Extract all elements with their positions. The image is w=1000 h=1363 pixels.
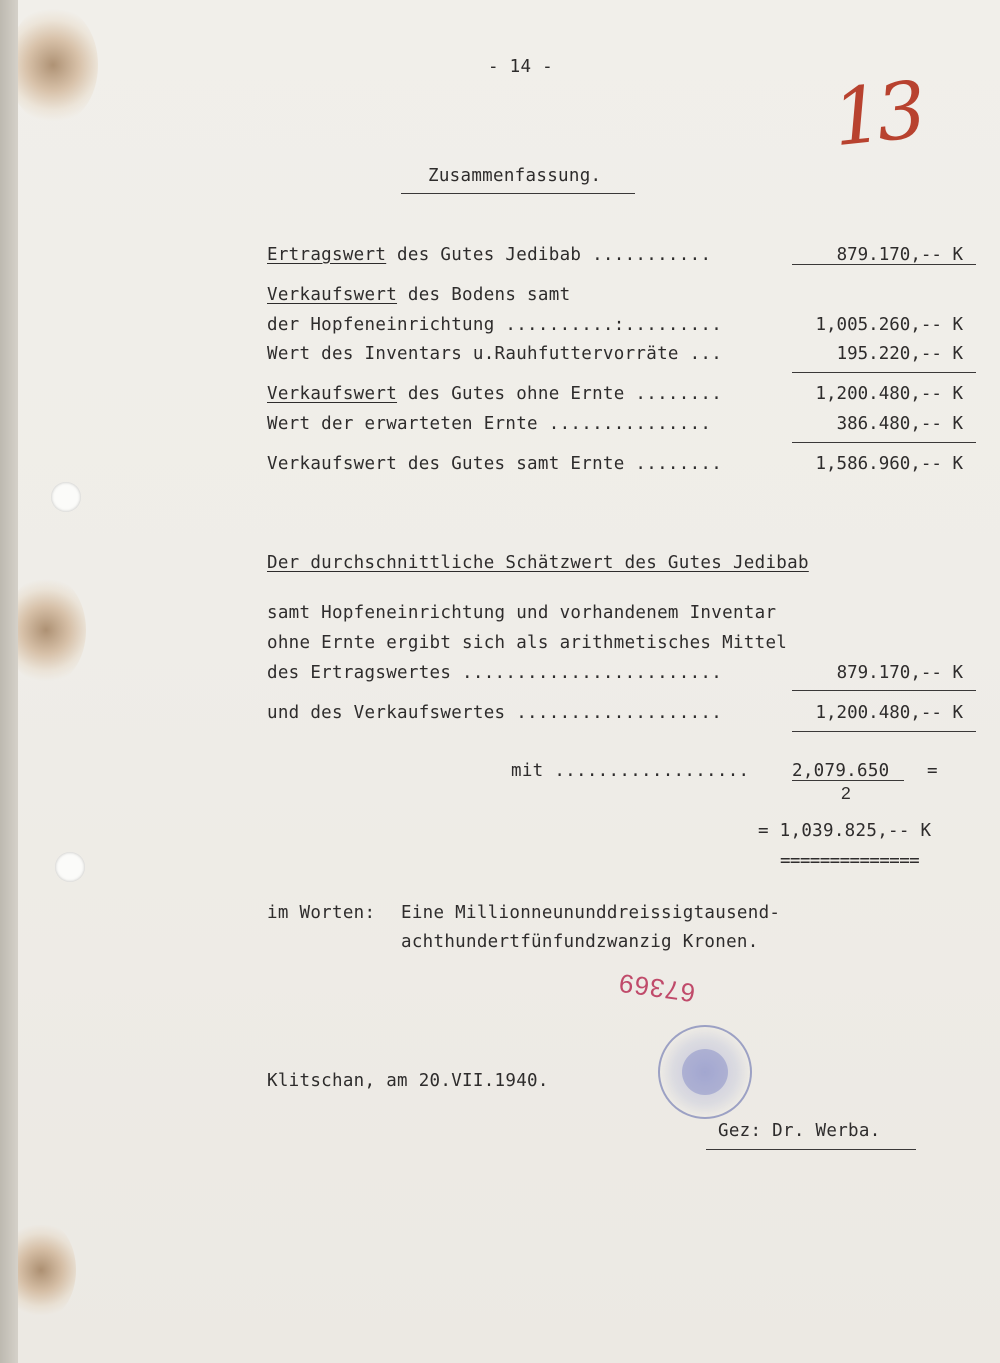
amount-verkaufswert-2: 1,200.480,-- K — [815, 703, 963, 723]
amount-ohne-ernte: 1,200.480,-- K — [815, 384, 963, 404]
amount-hopfeneinrichtung: 1,005.260,-- K — [815, 315, 963, 335]
summary-line-2 — [267, 284, 570, 306]
punch-hole-lower — [55, 852, 85, 882]
signature: Gez: Dr. Werba. — [718, 1121, 881, 1141]
amount-rule-3 — [792, 442, 976, 443]
divisor-value: 2 — [841, 783, 852, 803]
scan-edge — [0, 0, 18, 1363]
words-line-1: Eine Millionneununddreissigtausend- — [401, 903, 781, 923]
summary-line-5-text: des Gutes ohne Ernte ........ — [397, 384, 723, 404]
result-double-rule: ============== — [780, 851, 920, 871]
amount-inventar: 195.220,-- K — [836, 344, 963, 364]
summary-line-5 — [267, 383, 722, 405]
official-seal — [658, 1025, 752, 1119]
fraction-bar — [792, 780, 904, 781]
signature-rule — [706, 1149, 916, 1150]
average-heading: Der durchschnittliche Schätzwert des Gutes Jedibab — [267, 553, 809, 573]
amount-rule-4 — [792, 690, 976, 691]
average-line-3: des Ertragswertes ........................ — [267, 663, 723, 683]
term-verkaufswert-gut: Verkaufswert — [267, 384, 398, 404]
amount-samt-ernte: 1,586.960,-- K — [815, 454, 963, 474]
burn-mark-bottom — [18, 1220, 76, 1320]
page-number: - 14 - — [488, 57, 554, 77]
mit-line: mit .................. — [511, 761, 750, 781]
summary-line-3: der Hopfeneinrichtung ..........:......... — [267, 315, 723, 335]
summary-line-7: Verkaufswert des Gutes samt Ernte ........ — [267, 454, 723, 474]
words-label: im Worten: — [267, 903, 376, 923]
term-ertragswert: Ertragswert — [267, 245, 387, 265]
amount-underline-1 — [792, 264, 976, 265]
amount-ertragswert-2: 879.170,-- K — [836, 663, 963, 683]
document-page — [18, 0, 1000, 1363]
amount-rule-5 — [792, 731, 976, 732]
average-line-1: samt Hopfeneinrichtung und vorhandenem Inventar — [267, 603, 777, 623]
term-verkaufswert-boden: Verkaufswert — [267, 285, 398, 305]
average-line-2: ohne Ernte ergibt sich als arithmetisches Mittel — [267, 633, 788, 653]
place-date: Klitschan, am 20.VII.1940. — [267, 1071, 549, 1091]
title-underline — [401, 193, 635, 194]
archive-stamp-number: 67369 — [616, 967, 697, 1009]
average-line-4: und des Verkaufswertes ................... — [267, 703, 723, 723]
summary-line-2-text: des Bodens samt — [397, 285, 571, 305]
summary-line-4: Wert des Inventars u.Rauhfuttervorräte ... — [267, 344, 723, 364]
document-title: Zusammenfassung. — [428, 166, 602, 186]
punch-hole-upper — [51, 482, 81, 512]
amount-rule-2 — [792, 372, 976, 373]
words-line-2: achthundertfünfundzwanzig Kronen. — [401, 932, 759, 952]
amount-ertragswert: 879.170,-- K — [826, 245, 963, 265]
sum-value: 2,079.650 — [792, 761, 890, 781]
seal-eagle-icon — [682, 1049, 728, 1095]
amount-ernte: 386.480,-- K — [836, 414, 963, 434]
summary-line-6: Wert der erwarteten Ernte ............... — [267, 414, 712, 434]
result-value: = 1,039.825,-- K — [758, 821, 932, 841]
summary-line-1-text: des Gutes Jedibab ........... — [386, 245, 712, 265]
summary-line-1 — [267, 244, 711, 266]
handwritten-page-number: 13 — [828, 65, 925, 165]
burn-mark-top — [18, 5, 98, 125]
equals-sign: = — [927, 761, 938, 781]
burn-mark-middle — [18, 575, 86, 685]
